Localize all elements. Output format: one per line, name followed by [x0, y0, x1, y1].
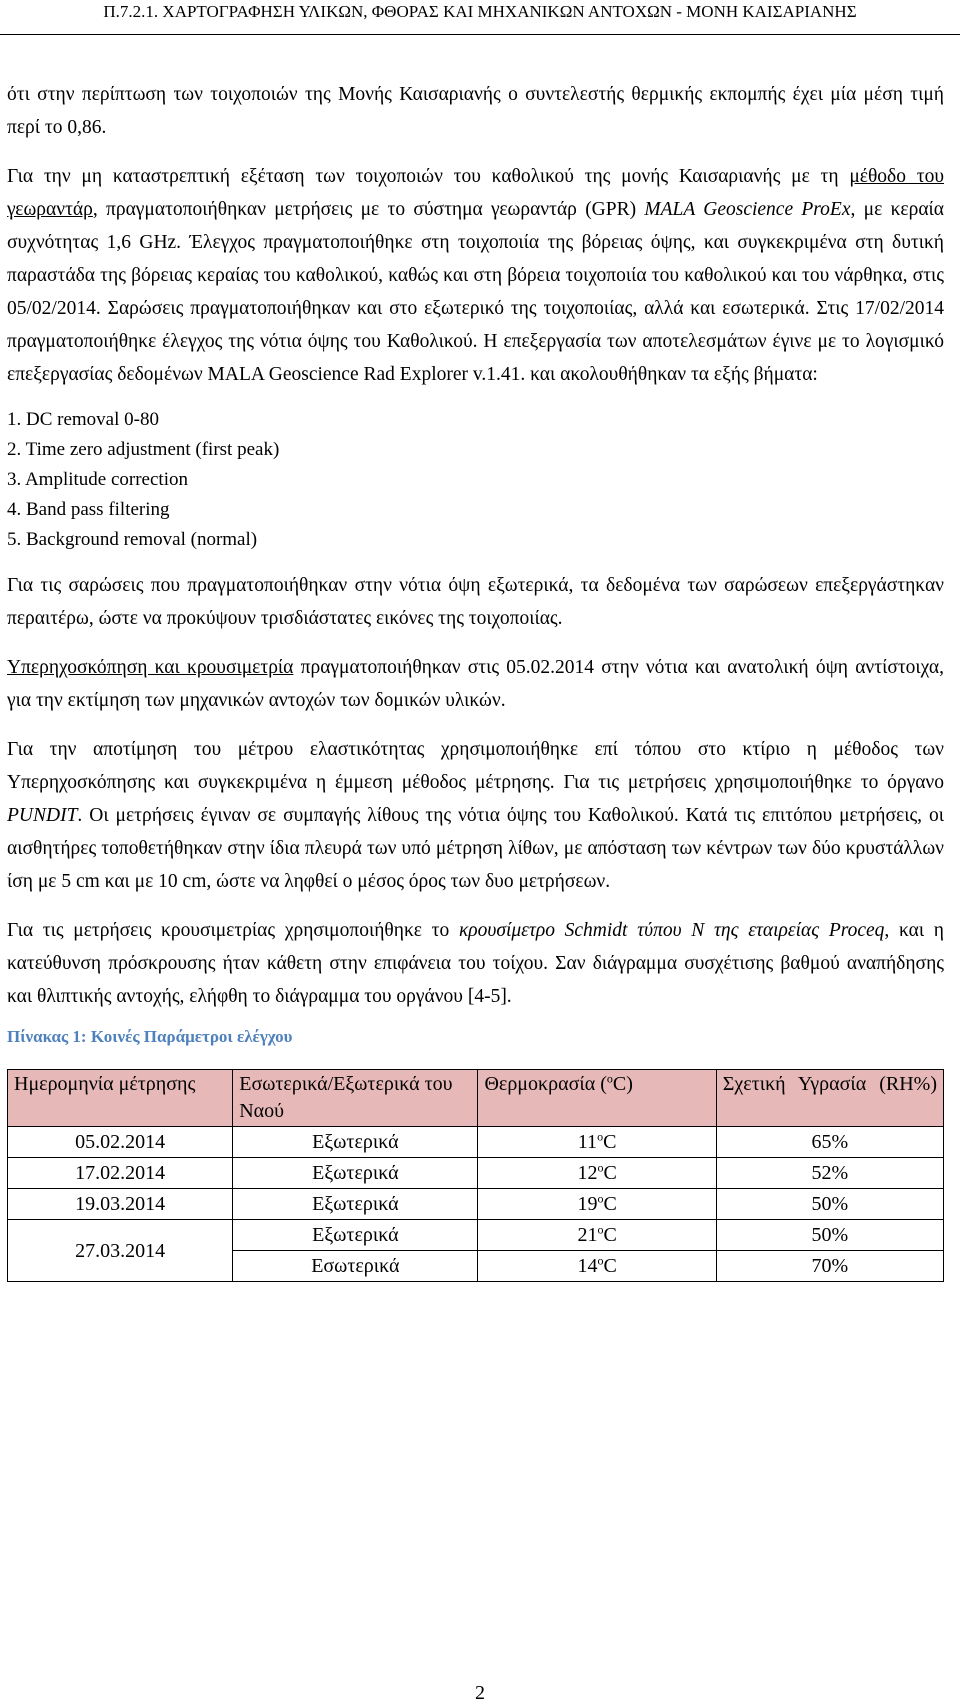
- cell-location: Εσωτερικά: [233, 1251, 478, 1282]
- paragraph-gpr: [7, 160, 944, 391]
- cell-location: Εξωτερικά: [233, 1158, 478, 1189]
- parameters-table: [7, 1069, 944, 1282]
- paragraph-text: Για την μη καταστρεπτική εξέταση των τοιχοποιών του καθολικού της μονής Καισαριανής με τη: [7, 166, 850, 187]
- paragraph-text: Για τις μετρήσεις κρουσιμετρίας χρησιμοποιήθηκε το: [7, 920, 459, 941]
- paragraph-text: , και η κατεύθυνση πρόσκρουσης ήταν κάθετη στην επιφάνεια του τοίχου. Σαν διάγραμμα συσχέτισης βαθμού αναπήδησης και θλιπτικής αντοχής, ελήφθη το διάγραμμα του οργάνου [4-5].: [7, 920, 944, 1007]
- degree-symbol: o: [597, 1191, 604, 1206]
- celsius-unit: C: [603, 1193, 617, 1215]
- paragraph-text: Για τις σαρώσεις που πραγματοποιήθηκαν στην νότια όψη εξωτερικά, τα δεδομένα των σαρώσεων επεξεργάστηκαν περαιτέρω, ώστε να προκύψουν τρισδιάστατες εικόνες της τοιχοποιίας.: [7, 575, 944, 629]
- table-row: [8, 1189, 944, 1220]
- temp-value: 21: [577, 1224, 598, 1246]
- cell-temperature: [478, 1158, 716, 1189]
- list-item: 5. Background removal (normal): [7, 529, 258, 550]
- paragraph-text: Για την αποτίμηση του μέτρου ελαστικότητας χρησιμοποιήθηκε επί τόπου στο κτίριο η μέθοδος των Υπερηχοσκόπησης και συγκεκριμένα η έμμεση μέθοδος μέτρησης. Για τις μετρήσεις χρησιμοποιήθηκε το όργανο: [7, 739, 944, 793]
- gpr-device-name: MALA Geoscience ProEx: [644, 199, 851, 220]
- cell-humidity: 50%: [716, 1220, 943, 1251]
- cell-humidity: 70%: [716, 1251, 943, 1282]
- page-number: 2: [475, 1682, 485, 1704]
- cell-date: 17.02.2014: [8, 1158, 233, 1189]
- cell-temperature: [478, 1251, 716, 1282]
- header-humidity: [716, 1070, 943, 1127]
- cell-humidity: 52%: [716, 1158, 943, 1189]
- degree-symbol: o: [597, 1160, 604, 1175]
- table-row: [8, 1220, 944, 1251]
- header-date: Ημερομηνία μέτρησης: [8, 1070, 233, 1127]
- celsius-unit: C: [603, 1255, 617, 1277]
- list-item: 3. Amplitude correction: [7, 469, 188, 490]
- degree-symbol: o: [597, 1222, 604, 1237]
- cell-humidity: 65%: [716, 1127, 943, 1158]
- paragraph-text: . Οι μετρήσεις έγιναν σε συμπαγής λίθους της νότια όψης του Καθολικού. Κατά τις επιτόπου μετρήσεις, οι αισθητήρες τοποθετήθηκαν στην ίδια πλευρά των υπό μέτρηση λίθων, με απόσταση των κέντρων των δύο κρυστάλλων ίση με 5 cm και με 10 cm, ώστε να ληφθεί ο μέσος όρος των δυο μετρήσεων.: [7, 805, 944, 892]
- cell-location: Εξωτερικά: [233, 1220, 478, 1251]
- cell-location: Εξωτερικά: [233, 1127, 478, 1158]
- degree-symbol: o: [597, 1129, 604, 1144]
- temp-value: 14: [577, 1255, 598, 1277]
- cell-temperature: [478, 1220, 716, 1251]
- paragraph-text: , με κεραία συχνότητας 1,6 GHz. Έλεγχος πραγματοποιήθηκε στη τοιχοποιία της βόρειας όψης, και συγκεκριμένα στη δυτική παραστάδα της βόρειας κεραίας του καθολικού, καθώς και στη βόρεια τοιχοποιία του καθολικού και του νάρθηκα, στις 05/02/2014. Σαρώσεις πραγματοποιήθηκαν και στο εξωτερικό της τοιχοποιίας, αλλά και εσωτερικά. Στις 17/02/2014 πραγματοποιήθηκε έλεγχος της νότια όψης του Καθολικού. Η επεξεργασία των αποτελεσμάτων έγινε με το λογισμικό επεξεργασίας δεδομένων MALA Geoscience Rad Explorer v.1.41. και ακολουθήθηκαν τα εξής βήματα:: [7, 199, 945, 385]
- temp-value: 19: [577, 1193, 598, 1215]
- header-temperature: [478, 1070, 716, 1127]
- paragraph-ultrasound: [7, 651, 944, 717]
- cell-temperature: [478, 1189, 716, 1220]
- paragraph-3d-scans: [7, 569, 944, 635]
- cell-humidity: 50%: [716, 1189, 943, 1220]
- paragraph-schmidt: [7, 914, 944, 1013]
- table-row: [8, 1127, 944, 1158]
- table-caption: Πίνακας 1: Κοινές Παράμετροι ελέγχου: [7, 1027, 293, 1046]
- header-location: Εσωτερικά/Εξωτερικά του Ναού: [233, 1070, 478, 1127]
- paragraph-text: πραγματοποιήθηκαν στις 05.02.2014 στην νότια και ανατολική όψη αντίστοιχα, για την εκτίμηση των μηχανικών αντοχών των δομικών υλικών.: [7, 657, 944, 711]
- list-item: 4. Band pass filtering: [7, 499, 170, 520]
- list-item: 1. DC removal 0-80: [7, 409, 159, 430]
- paragraph-elasticity: [7, 733, 944, 898]
- paragraph-text: , πραγματοποιήθηκαν μετρήσεις με το σύστημα γεωραντάρ (GPR): [92, 199, 645, 220]
- celsius-unit: C: [603, 1224, 617, 1246]
- document-body: [7, 78, 944, 1282]
- gpr-method-link[interactable]: μέθοδο του γεωραντάρ: [7, 166, 945, 220]
- pundit-device-name: PUNDIT: [7, 805, 78, 826]
- paragraph-text: ότι στην περίπτωση των τοιχοποιών της Μονής Καισαριανής ο συντελεστής θερμικής εκπομπής έχει μία μέση τιμή περί το 0,86.: [7, 84, 944, 138]
- cell-date: 05.02.2014: [8, 1127, 233, 1158]
- celsius-unit: C: [603, 1131, 617, 1153]
- degree-symbol: o: [597, 1253, 604, 1268]
- table-row: [8, 1158, 944, 1189]
- ultrasound-method-link[interactable]: Υπερηχοσκόπηση και κρουσιμετρία: [7, 657, 294, 678]
- header-humidity-text: Σχετική Υγρασία (RH%): [722, 1073, 937, 1095]
- cell-date: 19.03.2014: [8, 1189, 233, 1220]
- temp-value: 11: [577, 1131, 598, 1153]
- processing-steps-list: [7, 405, 944, 555]
- schmidt-device-name: κρουσίμετρο Schmidt τύπου N της εταιρείας Proceq: [458, 920, 885, 941]
- cell-location: Εξωτερικά: [233, 1189, 478, 1220]
- header-temperature-unit: C): [612, 1073, 633, 1095]
- cell-date: 27.03.2014: [8, 1220, 233, 1282]
- cell-temperature: [478, 1127, 716, 1158]
- table-header-row: [8, 1070, 944, 1127]
- temp-value: 12: [577, 1162, 598, 1184]
- degree-symbol: o: [606, 1071, 613, 1086]
- paragraph-emissivity: [7, 78, 944, 144]
- page-header: [0, 0, 960, 35]
- header-title: Π.7.2.1. ΧΑΡΤΟΓΡΑΦΗΣΗ ΥΛΙΚΩΝ, ΦΘΟΡΑΣ ΚΑΙ ΜΗΧΑΝΙΚΩΝ ΑΝΤΟΧΩΝ - ΜΟΝΗ ΚΑΙΣΑΡΙΑΝΗΣ: [103, 2, 857, 21]
- celsius-unit: C: [603, 1162, 617, 1184]
- list-item: 2. Time zero adjustment (first peak): [7, 439, 280, 460]
- header-temperature-text: Θερμοκρασία (: [484, 1073, 607, 1095]
